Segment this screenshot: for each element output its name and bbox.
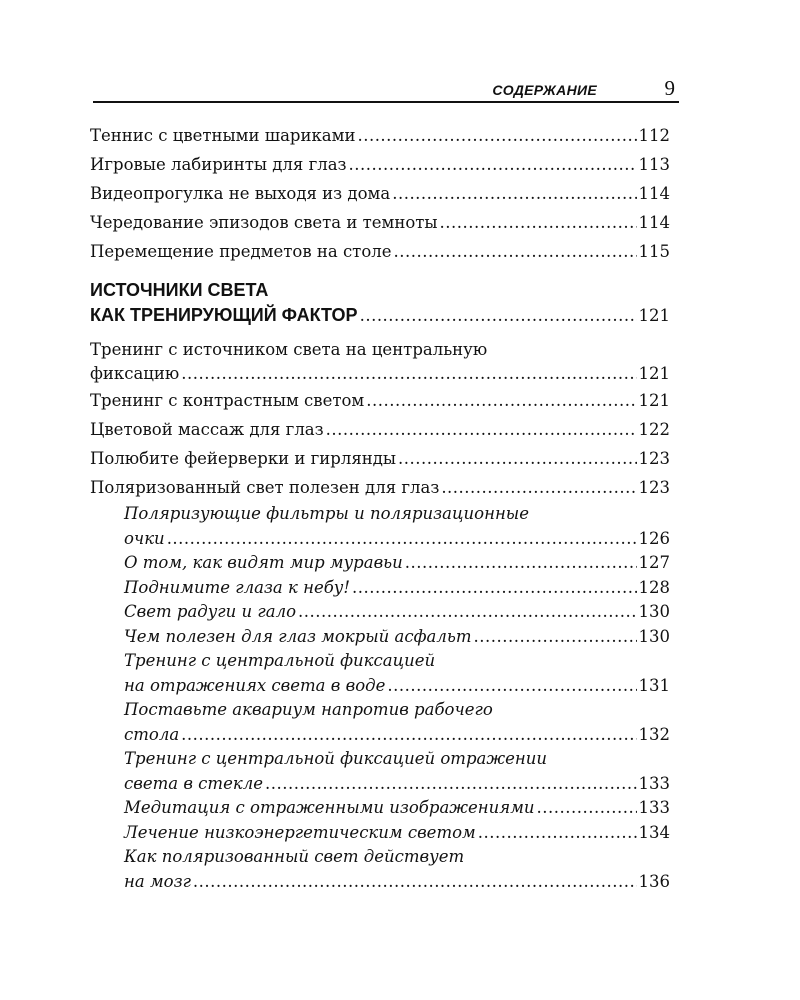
dot-leader xyxy=(440,208,637,237)
toc-subentry-row xyxy=(124,772,670,797)
toc-subentry-title-cont: стола xyxy=(124,724,180,744)
toc-subentry-page: 130 xyxy=(638,626,670,646)
toc-entry[interactable] xyxy=(90,121,670,150)
toc-entry[interactable] xyxy=(90,415,670,444)
toc-subentry-page: 131 xyxy=(638,675,670,695)
toc-subentry-title: Как поляризованный свет действует xyxy=(124,847,465,866)
toc-subentry[interactable] xyxy=(124,821,670,846)
toc-entry-page: 114 xyxy=(638,184,670,203)
dot-leader xyxy=(392,179,636,208)
toc-entry-title: Видеопрогулка не выходя из дома xyxy=(90,184,391,203)
dot-leader xyxy=(167,527,637,552)
toc-entry-page: 115 xyxy=(638,242,670,261)
dot-leader xyxy=(349,150,637,179)
toc-subentries xyxy=(90,502,670,894)
toc-entry-title: Тренинг с контрастным светом xyxy=(90,391,365,410)
dot-leader xyxy=(326,415,637,444)
toc-entry[interactable] xyxy=(90,150,670,179)
dot-leader xyxy=(387,674,636,699)
toc-subentry-title: Тренинг с центральной фиксацией отражении xyxy=(124,749,547,768)
section-title-line2: КАК ТРЕНИРУЮЩИЙ ФАКТОР xyxy=(90,305,358,325)
toc-entry[interactable] xyxy=(90,386,670,415)
toc-entry-page: 121 xyxy=(638,364,670,383)
toc-subentry-page: 130 xyxy=(638,602,670,621)
toc-subentry-title: Свет радуги и гало xyxy=(124,602,297,621)
toc-subentry[interactable] xyxy=(124,551,670,576)
toc-subentry-title: Поляризующие фильтры и поляризационные xyxy=(124,504,530,523)
toc-entry-page: 122 xyxy=(638,420,670,439)
toc-entry[interactable] xyxy=(90,208,670,237)
running-header xyxy=(93,74,677,102)
toc-subentry-page: 132 xyxy=(638,724,670,744)
toc-subentry-page: 126 xyxy=(638,528,670,548)
toc-subentry-page: 128 xyxy=(638,577,670,597)
toc-entry[interactable] xyxy=(90,237,670,266)
toc-subentry[interactable] xyxy=(124,576,670,601)
toc-entry[interactable] xyxy=(90,338,670,386)
toc-entry-title: Чередование эпизодов света и темноты xyxy=(90,213,438,232)
toc-entry-title: Игровые лабиринты для глаз xyxy=(90,155,347,174)
dot-leader xyxy=(360,303,637,328)
toc-subentry[interactable] xyxy=(124,845,670,894)
toc-subentry-page: 133 xyxy=(638,773,670,793)
toc-subentry-page: 134 xyxy=(638,822,670,842)
toc-subentry[interactable] xyxy=(124,600,670,625)
toc-subentry-page: 127 xyxy=(638,553,670,572)
toc-entry-title-cont: фиксацию xyxy=(90,364,180,383)
toc-entry-title: Перемещение предметов на столе xyxy=(90,242,392,261)
toc-entry-title: Цветовой массаж для глаз xyxy=(90,420,324,439)
dot-leader xyxy=(181,362,636,386)
toc-entry-page: 123 xyxy=(638,449,670,468)
toc-subentry[interactable] xyxy=(124,502,670,551)
toc-section-heading[interactable] xyxy=(90,278,670,328)
dot-leader xyxy=(181,723,636,748)
toc-subentry-title: Чем полезен для глаз мокрый асфальт xyxy=(124,626,472,646)
toc-entry[interactable] xyxy=(90,444,670,473)
toc-subentry-title: Поставьте аквариум напротив рабочего xyxy=(124,700,493,719)
toc-subentry[interactable] xyxy=(124,747,670,796)
table-of-contents xyxy=(90,121,670,894)
section-page: 121 xyxy=(638,306,670,325)
toc-entry[interactable] xyxy=(90,473,670,502)
dot-leader xyxy=(193,870,637,895)
toc-subentry-title-cont: на мозг xyxy=(124,871,191,891)
toc-entry-title: Полюбите фейерверки и гирлянды xyxy=(90,449,397,468)
toc-entry-page: 123 xyxy=(638,478,670,497)
toc-entry-title: Теннис с цветными шариками xyxy=(90,126,356,145)
toc-subentry-page: 133 xyxy=(638,798,670,817)
toc-entry-page: 121 xyxy=(638,391,670,410)
dot-leader xyxy=(478,821,637,846)
toc-subentry[interactable] xyxy=(124,625,670,650)
dot-leader xyxy=(394,237,637,266)
toc-entry-title: Тренинг с источником света на центральную xyxy=(90,340,488,359)
toc-entry-title: Поляризованный свет полезен для глаз xyxy=(90,478,440,497)
toc-subentry-title: О том, как видят мир муравьи xyxy=(124,553,403,572)
toc-subentry-row xyxy=(124,723,670,748)
toc-subentry[interactable] xyxy=(124,796,670,821)
toc-subentry-row xyxy=(124,527,670,552)
dot-leader xyxy=(474,625,637,650)
section-title-line1: ИСТОЧНИКИ СВЕТА xyxy=(90,280,269,300)
toc-subentry-row xyxy=(124,870,670,895)
page-number: 9 xyxy=(664,76,675,100)
toc-entry[interactable] xyxy=(90,179,670,208)
section-title-row xyxy=(90,303,670,328)
toc-subentry-page: 136 xyxy=(638,871,670,891)
dot-leader xyxy=(405,551,637,576)
toc-subentry-title-cont: света в стекле xyxy=(124,773,263,793)
toc-subentry-title-cont: на отражениях света в воде xyxy=(124,675,386,695)
toc-subentry-title: Тренинг с центральной фиксацией xyxy=(124,651,436,670)
toc-entry-page: 113 xyxy=(638,155,670,174)
toc-subentry-title: Медитация с отраженными изображениями xyxy=(124,798,535,817)
dot-leader xyxy=(265,772,637,797)
toc-subentry-title-cont: очки xyxy=(124,528,165,548)
toc-subentry-row xyxy=(124,674,670,699)
dot-leader xyxy=(298,600,636,625)
toc-subentry-title: Лечение низкоэнергетическим светом xyxy=(124,822,476,842)
dot-leader xyxy=(352,576,636,601)
dot-leader xyxy=(537,796,637,821)
toc-entry-page: 112 xyxy=(638,126,670,145)
toc-entry-row xyxy=(90,362,670,386)
dot-leader xyxy=(366,386,636,415)
dot-leader xyxy=(441,473,636,502)
toc-subentry-title: Поднимите глаза к небу! xyxy=(124,577,351,597)
toc-subentry[interactable] xyxy=(124,649,670,698)
toc-subentry[interactable] xyxy=(124,698,670,747)
header-title: СОДЕРЖАНИЕ xyxy=(492,82,597,98)
header-rule xyxy=(93,101,679,103)
toc-entry-page: 114 xyxy=(638,213,670,232)
dot-leader xyxy=(357,121,636,150)
dot-leader xyxy=(398,444,636,473)
